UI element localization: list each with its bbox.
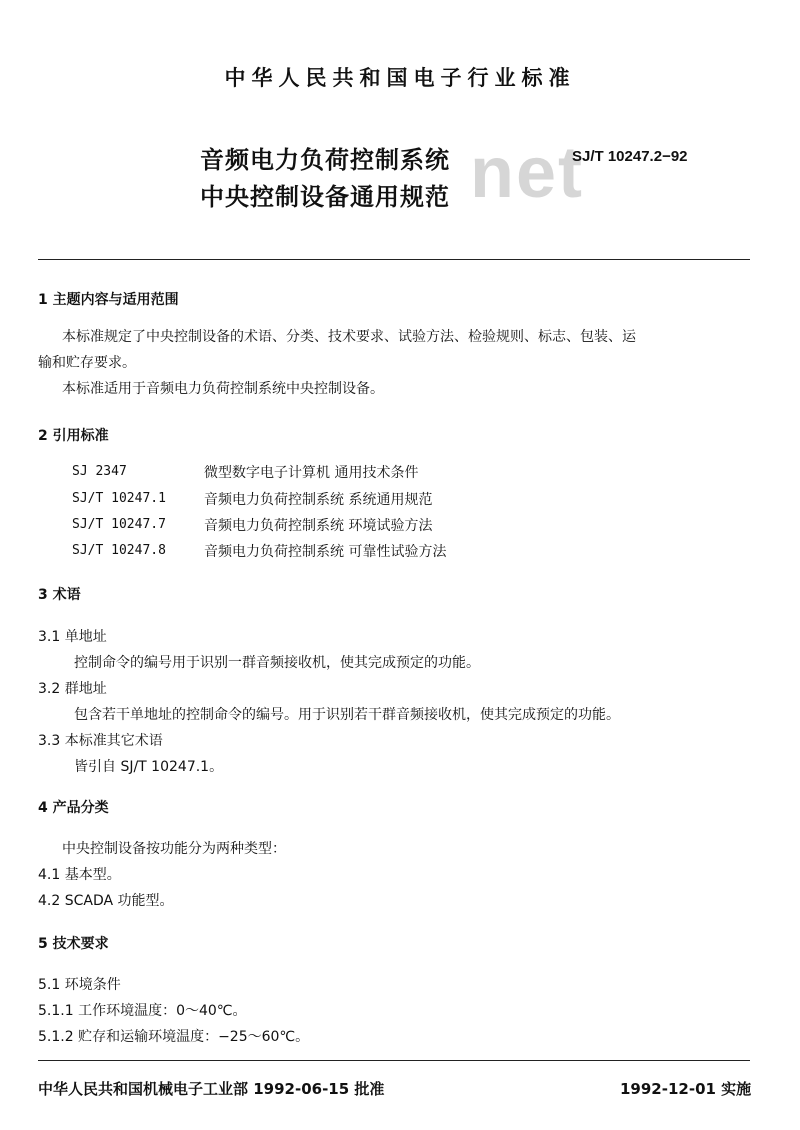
term-3-3-label: 3.3 本标准其它术语 <box>38 733 163 749</box>
term-3-2-definition: 包含若干单地址的控制命令的编号。用于识别若干群音频接收机，使其完成预定的功能。 <box>74 707 620 723</box>
document-title-line-1: 音频电力负荷控制系统 <box>200 146 450 174</box>
section-5-heading: 5 技术要求 <box>38 936 109 952</box>
section-1-paragraph-1-cont: 输和贮存要求。 <box>38 355 136 371</box>
implementation-date: 1992-12-01 实施 <box>620 1080 752 1098</box>
term-3-1-definition: 控制命令的编号用于识别一群音频接收机，使其完成预定的功能。 <box>74 655 480 671</box>
reference-title: 微型数字电子计算机 通用技术条件 <box>204 465 419 481</box>
section-1-paragraph-2: 本标准适用于音频电力负荷控制系统中央控制设备。 <box>62 381 384 397</box>
top-rule <box>38 259 750 260</box>
section-1-paragraph-1: 本标准规定了中央控制设备的术语、分类、技术要求、试验方法、检验规则、标志、包装、运 <box>62 329 636 345</box>
section-2-heading: 2 引用标准 <box>38 428 109 444</box>
reference-title: 音频电力负荷控制系统 系统通用规范 <box>204 492 433 508</box>
section-3-heading: 3 术语 <box>38 587 81 603</box>
reference-code: SJ/T 10247.8 <box>72 543 166 558</box>
reference-code: SJ/T 10247.1 <box>72 491 166 506</box>
section-4-intro: 中央控制设备按功能分为两种类型： <box>62 841 286 857</box>
section-1-heading: 1 主题内容与适用范围 <box>38 292 179 308</box>
clause-5-1-2: 5.1.2 贮存和运输环境温度：−25～60℃。 <box>38 1029 310 1045</box>
standard-code: SJ/T 10247.2−92 <box>572 148 688 165</box>
term-3-1-label: 3.1 单地址 <box>38 629 107 645</box>
watermark: net <box>470 133 584 213</box>
section-4-heading: 4 产品分类 <box>38 800 109 816</box>
term-3-3-definition: 皆引自 SJ/T 10247.1。 <box>74 759 224 775</box>
classification-4-2: 4.2 SCADA 功能型。 <box>38 893 174 909</box>
reference-code: SJ/T 10247.7 <box>72 517 166 532</box>
clause-5-1-1: 5.1.1 工作环境温度：0～40℃。 <box>38 1003 247 1019</box>
reference-title: 音频电力负荷控制系统 可靠性试验方法 <box>204 544 447 560</box>
classification-4-1: 4.1 基本型。 <box>38 867 121 883</box>
reference-title: 音频电力负荷控制系统 环境试验方法 <box>204 518 433 534</box>
document-title-line-2: 中央控制设备通用规范 <box>200 183 450 211</box>
clause-5-1: 5.1 环境条件 <box>38 977 121 993</box>
footer-rule <box>38 1060 750 1061</box>
term-3-2-label: 3.2 群地址 <box>38 681 107 697</box>
reference-code: SJ 2347 <box>72 464 127 479</box>
issuing-body-header: 中华人民共和国电子行业标准 <box>224 66 576 90</box>
approval-line: 中华人民共和国机械电子工业部 1992-06-15 批准 <box>38 1080 385 1098</box>
